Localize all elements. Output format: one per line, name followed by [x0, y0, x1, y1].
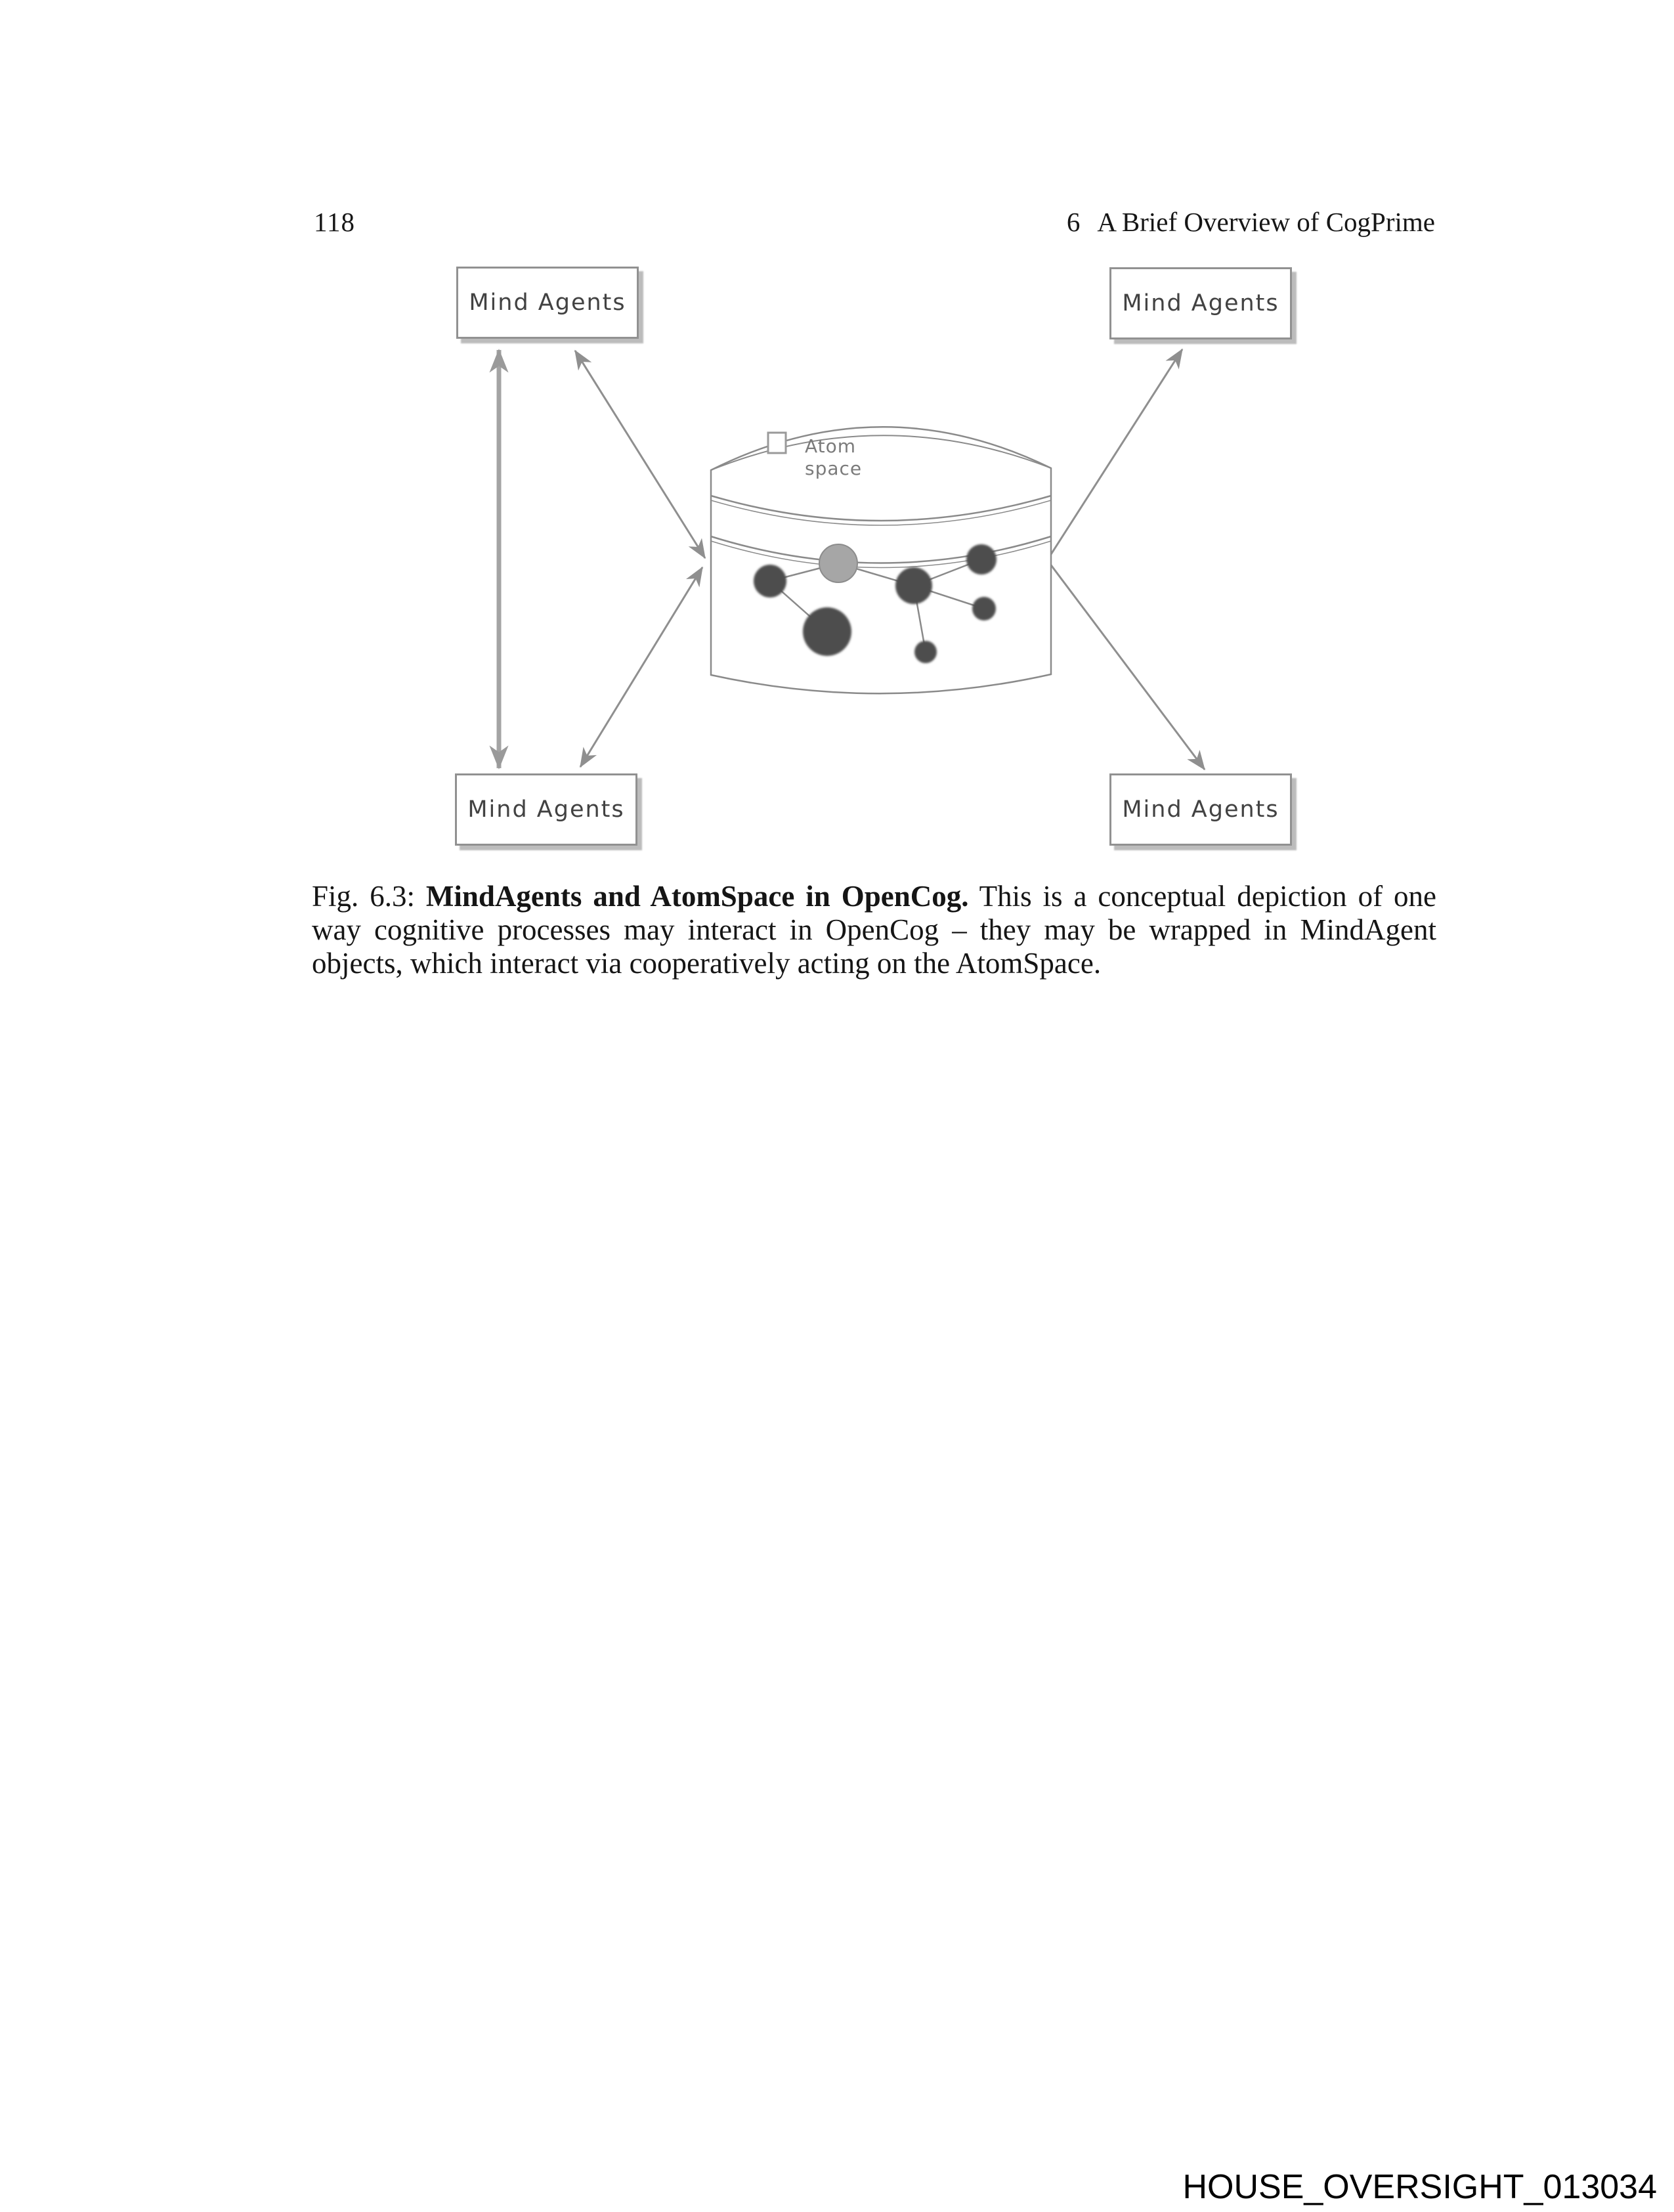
arrow-atomspace-to-bottomright — [1048, 561, 1205, 770]
atom-node — [754, 565, 786, 597]
mind-agents-box-top-right — [1109, 267, 1292, 339]
caption-prefix: Fig. 6.3: — [312, 880, 426, 913]
atomspace-cylinder — [711, 427, 1051, 693]
atomspace-label-line1: Atom — [805, 435, 857, 457]
atom-node — [914, 641, 937, 663]
arrow-bottomleft-to-atomspace — [580, 567, 702, 767]
arrow-topleft-to-atomspace — [575, 351, 705, 558]
mind-agents-box-bottom-left — [455, 773, 637, 846]
chapter-number: 6 — [1066, 207, 1081, 237]
arrow-atomspace-to-topright — [1048, 349, 1182, 559]
mind-agents-label: Mind Agents — [469, 290, 626, 316]
cylinder-body — [711, 427, 1051, 693]
atom-node — [895, 567, 932, 604]
mind-agents-box-top-left — [456, 267, 639, 339]
atomspace-label — [805, 435, 862, 480]
chapter-title: A Brief Overview of CogPrime — [1097, 207, 1435, 237]
bates-number: HOUSE_OVERSIGHT_013034 — [1182, 2168, 1657, 2206]
atomspace-label-line2: space — [805, 458, 863, 479]
mind-agents-box-bottom-right — [1109, 773, 1292, 846]
caption-title: MindAgents and AtomSpace in OpenCog. — [425, 880, 969, 913]
caption-body: This is a conceptual depiction of one way cognitive processes may interact in OpenCog – they may be wrapped in MindAgent objects, which interact via cooperatively acting on the AtomSpace. — [312, 880, 1436, 980]
page-number: 118 — [314, 207, 355, 237]
atom-node — [803, 607, 851, 656]
atom-node — [966, 544, 997, 575]
atom-node-gray — [819, 544, 857, 582]
cylinder-handle-square — [768, 433, 786, 453]
figure-caption — [312, 880, 1436, 980]
mind-agents-label: Mind Agents — [1122, 290, 1279, 316]
mind-agents-label: Mind Agents — [1122, 796, 1279, 823]
atom-node — [972, 597, 996, 620]
mind-agents-label: Mind Agents — [467, 796, 625, 823]
